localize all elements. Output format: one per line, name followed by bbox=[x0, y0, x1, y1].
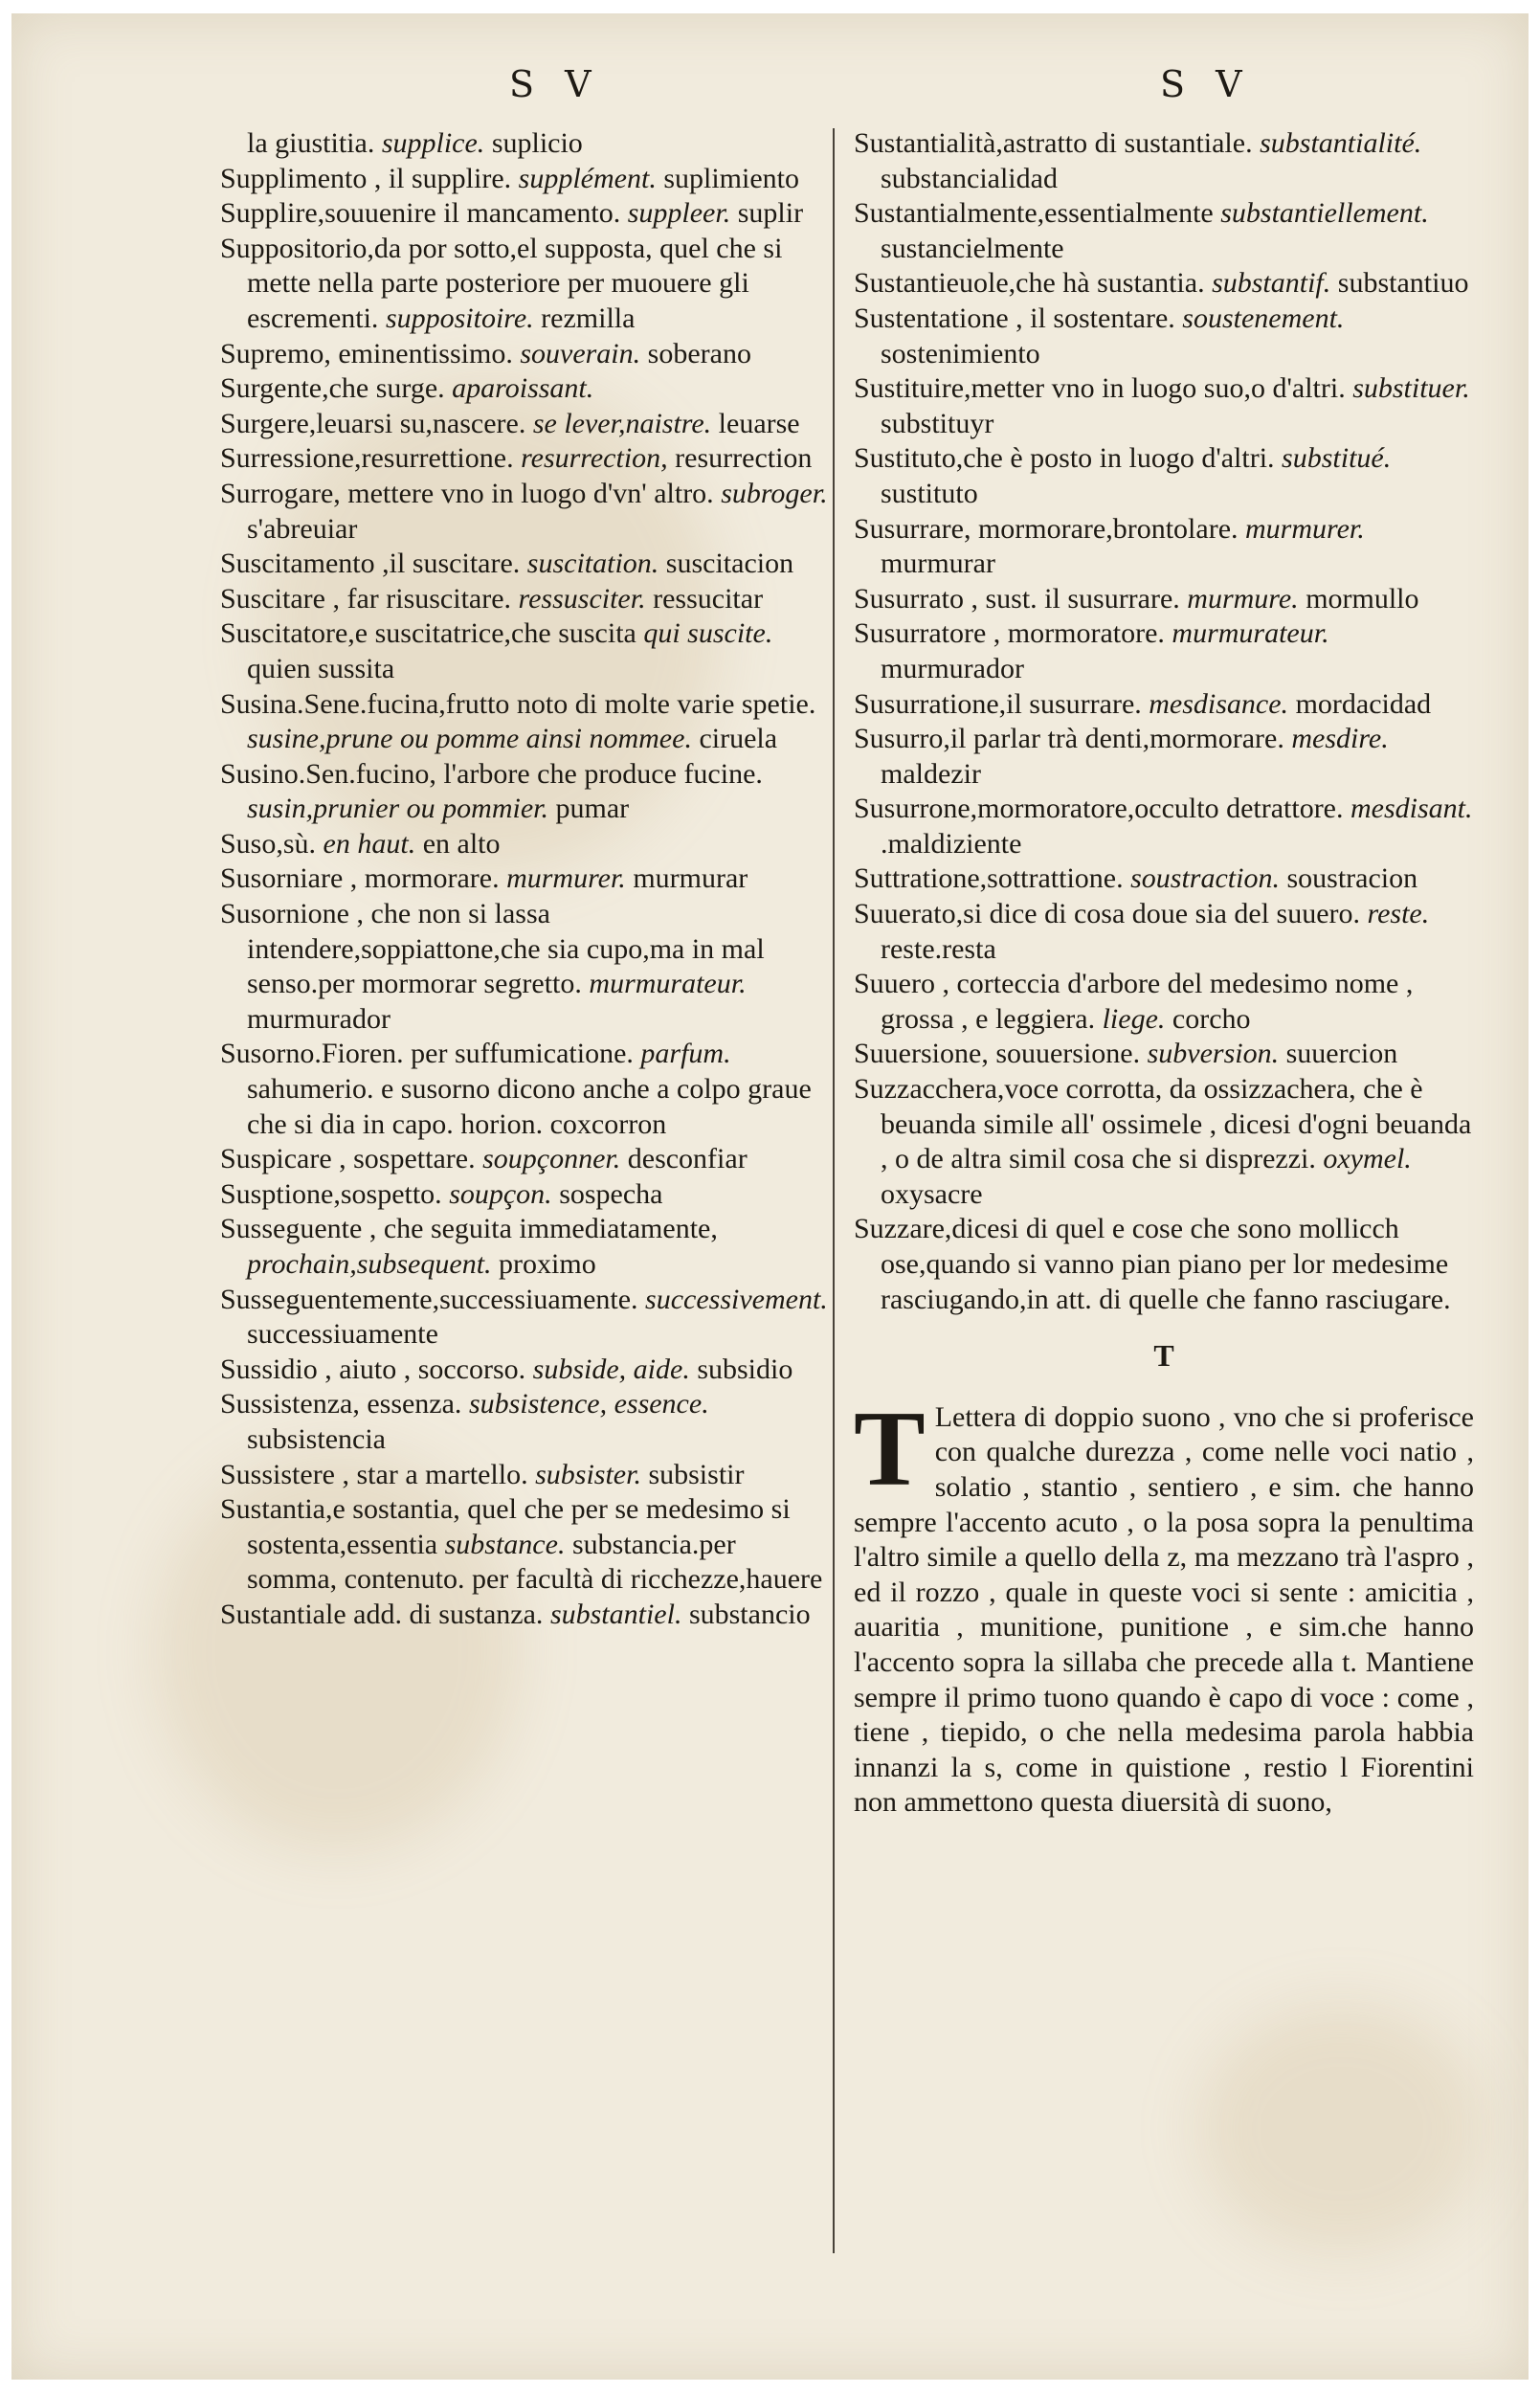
entry-italian: Susptione,sospetto. bbox=[220, 1177, 442, 1210]
entry-spanish: sostenimiento bbox=[881, 337, 1040, 369]
page bbox=[11, 13, 1529, 2380]
entry-italian: Susseguente , che seguita immediatamente, bbox=[220, 1213, 718, 1245]
entry-spanish: oxysacre bbox=[881, 1177, 983, 1210]
entry-french: substantialité. bbox=[1260, 127, 1422, 159]
entry-italian: Susurratione,il susurrare. bbox=[854, 687, 1142, 720]
entry-french: se lever,naistre. bbox=[532, 407, 712, 439]
entry-french: soupçon. bbox=[449, 1177, 552, 1210]
entry-spanish: maldezir bbox=[881, 757, 981, 790]
dictionary-entry bbox=[220, 162, 833, 197]
entry-french: parfum. bbox=[640, 1038, 731, 1070]
entry-french: supplice. bbox=[381, 127, 485, 159]
dictionary-entry bbox=[220, 337, 833, 372]
entry-italian: Susorniare , mormorare. bbox=[220, 862, 500, 895]
entry-french: mesdire. bbox=[1291, 723, 1389, 755]
entry-italian: Sustantialità,astratto di sustantiale. bbox=[854, 127, 1253, 159]
entry-italian: Sustantieuole,che hà sustantia. bbox=[854, 267, 1205, 300]
entry-french: murmurer. bbox=[1245, 512, 1365, 545]
entry-french: en haut. bbox=[323, 827, 416, 860]
entry-french: substitué. bbox=[1282, 442, 1392, 475]
entry-spanish: subsistencia bbox=[247, 1422, 386, 1455]
entry-spanish: ciruela bbox=[699, 723, 778, 755]
entry-italian: Sussidio , aiuto , soccorso. bbox=[220, 1353, 526, 1385]
entry-italian: Susurrato , sust. il susurrare. bbox=[854, 582, 1180, 615]
dictionary-entry bbox=[854, 266, 1474, 302]
entry-italian: Susurratore , mormoratore. bbox=[854, 617, 1165, 650]
dictionary-entry bbox=[854, 792, 1474, 861]
dictionary-entry bbox=[854, 722, 1474, 792]
dictionary-entry bbox=[220, 616, 833, 686]
dictionary-entry bbox=[220, 407, 833, 442]
entry-spanish: murmurar bbox=[633, 862, 748, 895]
entry-spanish: murmurador bbox=[247, 1002, 391, 1035]
entry-spanish: pumar bbox=[555, 793, 630, 825]
dictionary-entry bbox=[220, 232, 833, 337]
dictionary-entry bbox=[854, 371, 1474, 441]
running-head-right: S V bbox=[1160, 63, 1252, 105]
dictionary-entry bbox=[854, 441, 1474, 511]
entry-italian: Sustituire,metter vno in luogo suo,o d'altri. bbox=[854, 372, 1346, 405]
column-rule bbox=[833, 128, 835, 2253]
paper-stain bbox=[1198, 2004, 1485, 2253]
left-column bbox=[220, 126, 833, 1633]
entry-italian: Suso,sù. bbox=[220, 827, 317, 860]
entry-italian: Suscitamento ,il suscitare. bbox=[220, 548, 521, 580]
entry-spanish: suplicio bbox=[491, 127, 583, 159]
dictionary-entry bbox=[220, 687, 833, 757]
entry-spanish: reste.resta bbox=[881, 932, 996, 965]
letter-intro bbox=[854, 1389, 1474, 1821]
entry-spanish: substantiuo bbox=[1337, 267, 1469, 300]
entry-italian: Supplire,souuenire il mancamento. bbox=[220, 197, 621, 230]
dictionary-entry bbox=[854, 897, 1474, 967]
entry-italian: Surgente,che surge. bbox=[220, 372, 445, 405]
entry-italian: Sussistere , star a martello. bbox=[220, 1458, 528, 1490]
entry-french: murmure. bbox=[1187, 582, 1299, 615]
entry-spanish: substancia.per somma, contenuto. per facultà di ricchezze,hauere bbox=[247, 1528, 823, 1596]
entry-italian: Suzzare,dicesi di quel e cose che sono mollicch ose,quando si vanno pian piano per lor medesime rasciugando,in att. di quelle che fanno rasciugare. bbox=[854, 1213, 1451, 1315]
dictionary-entry bbox=[220, 441, 833, 477]
entry-spanish: suuercion bbox=[1285, 1038, 1398, 1070]
dictionary-entry bbox=[220, 126, 833, 162]
entry-french: soustenement. bbox=[1182, 302, 1345, 334]
entry-french: mesdisant. bbox=[1350, 793, 1473, 825]
dictionary-entry bbox=[854, 582, 1474, 617]
dictionary-entry bbox=[854, 861, 1474, 897]
dictionary-entry bbox=[220, 1492, 833, 1598]
dictionary-entry bbox=[854, 1072, 1474, 1212]
dictionary-entry bbox=[220, 1283, 833, 1353]
entry-french: subroger. bbox=[721, 477, 828, 509]
dictionary-entry bbox=[854, 196, 1474, 266]
entry-italian: Supplimento , il supplire. bbox=[220, 162, 512, 194]
entry-french: mesdisance. bbox=[1149, 687, 1289, 720]
entry-spanish: mormullo bbox=[1306, 582, 1419, 615]
entry-italian: Susina.Sene.fucina,frutto noto di molte varie spetie. bbox=[220, 687, 816, 720]
entry-italian: Susorno.Fioren. per suffumicatione. bbox=[220, 1038, 634, 1070]
entry-french: murmurateur. bbox=[589, 968, 747, 1000]
entry-italian: Surrogare, mettere vno in luogo d'vn' altro. bbox=[220, 477, 714, 509]
entry-french: murmurer. bbox=[506, 862, 626, 895]
entry-italian: Sustantiale add. di sustanza. bbox=[220, 1598, 544, 1630]
entry-spanish: ressucitar bbox=[653, 582, 764, 615]
dictionary-entry bbox=[854, 1037, 1474, 1072]
entry-french: suppleer. bbox=[627, 197, 731, 230]
entry-spanish: subsistir bbox=[648, 1458, 745, 1490]
entry-french: substance. bbox=[444, 1528, 566, 1560]
entry-french: souverain. bbox=[520, 337, 641, 369]
dictionary-entry bbox=[220, 1598, 833, 1633]
dictionary-entry bbox=[220, 1037, 833, 1142]
entry-french: successivement. bbox=[645, 1283, 828, 1315]
entry-spanish: murmurador bbox=[881, 652, 1024, 684]
entry-italian: Susino.Sen.fucino, l'arbore che produce fucine. bbox=[220, 757, 763, 790]
entry-french: oxymel. bbox=[1323, 1143, 1412, 1175]
entry-french: susine,prune ou pomme ainsi nommee. bbox=[247, 723, 692, 755]
entry-french: suscitation. bbox=[526, 548, 659, 580]
entry-french: liege. bbox=[1102, 1002, 1166, 1035]
dictionary-entry bbox=[220, 1142, 833, 1177]
entry-spanish: suplimiento bbox=[663, 162, 799, 194]
entry-french: soupçonner. bbox=[482, 1143, 621, 1175]
entry-french: substituer. bbox=[1352, 372, 1470, 405]
entry-italian: Sustentatione , il sostentare. bbox=[854, 302, 1175, 334]
entry-spanish: .maldiziente bbox=[881, 827, 1022, 860]
entry-italian: Supremo, eminentissimo. bbox=[220, 337, 513, 369]
entry-italian: la giustitia. bbox=[247, 127, 375, 159]
entry-italian: Sussistenza, essenza. bbox=[220, 1388, 462, 1420]
entry-italian: Suspicare , sospettare. bbox=[220, 1143, 476, 1175]
entry-french: subsistence, essence. bbox=[468, 1388, 709, 1420]
dictionary-entry bbox=[220, 1353, 833, 1388]
dictionary-entry bbox=[220, 1212, 833, 1282]
entry-italian: Surressione,resurrettione. bbox=[220, 442, 514, 475]
entry-french: murmurateur. bbox=[1172, 617, 1329, 650]
entry-spanish: proximo bbox=[499, 1248, 596, 1280]
running-head-left: S V bbox=[509, 63, 601, 105]
dictionary-entry bbox=[220, 1387, 833, 1457]
dictionary-entry bbox=[854, 1212, 1474, 1317]
entry-italian: Sustituto,che è posto in luogo d'altri. bbox=[854, 442, 1275, 475]
entry-spanish: resurrection bbox=[675, 442, 813, 475]
entry-french: supplément. bbox=[518, 162, 657, 194]
dictionary-entry bbox=[854, 687, 1474, 723]
entry-spanish: sustancielmente bbox=[881, 232, 1064, 264]
entry-spanish: corcho bbox=[1172, 1002, 1251, 1035]
drop-cap: T bbox=[854, 1389, 926, 1509]
entry-french: qui suscite. bbox=[643, 617, 773, 650]
dictionary-entry bbox=[220, 477, 833, 547]
entry-french: subsister. bbox=[535, 1458, 641, 1490]
entry-italian: Suuero , corteccia d'arbore del medesimo nome , grossa , e leggiera. bbox=[854, 968, 1414, 1035]
entry-french: soustraction. bbox=[1130, 862, 1280, 895]
entry-french: subversion. bbox=[1147, 1038, 1280, 1070]
entry-italian: Susurrone,mormoratore,occulto detrattore. bbox=[854, 793, 1344, 825]
entry-italian: Susurrare, mormorare,brontolare. bbox=[854, 512, 1239, 545]
dictionary-entry bbox=[220, 897, 833, 1037]
entry-italian: Suuersione, souuersione. bbox=[854, 1038, 1141, 1070]
right-entries bbox=[854, 126, 1474, 1317]
entry-french: prochain,subsequent. bbox=[247, 1248, 492, 1280]
entry-spanish: murmurar bbox=[881, 548, 995, 580]
dictionary-entry bbox=[220, 547, 833, 582]
entry-italian: Sustantia,e sostantia, quel che per se medesimo si sostenta,essentia bbox=[220, 1493, 791, 1560]
dictionary-entry bbox=[854, 512, 1474, 582]
entry-italian: Suscitare , far risuscitare. bbox=[220, 582, 512, 615]
entry-spanish: soberano bbox=[647, 337, 751, 369]
entry-spanish: suplir bbox=[737, 197, 804, 230]
entry-spanish: substituyr bbox=[881, 407, 994, 439]
dictionary-entry bbox=[220, 827, 833, 862]
entry-french: suppositoire. bbox=[385, 302, 534, 334]
dictionary-entry bbox=[220, 582, 833, 617]
entry-spanish: en alto bbox=[422, 827, 501, 860]
entry-spanish: suscitacion bbox=[665, 548, 794, 580]
entry-spanish: substancio bbox=[688, 1598, 811, 1630]
entry-spanish: desconfiar bbox=[627, 1143, 748, 1175]
entry-spanish: substancialidad bbox=[881, 162, 1058, 194]
dictionary-entry bbox=[220, 861, 833, 897]
entry-italian: Susornione , che non si lassa intendere,soppiattone,che sia cupo,ma in mal senso.per mormorar segretto. bbox=[220, 898, 765, 1000]
dictionary-entry bbox=[220, 1177, 833, 1213]
entry-spanish: sustituto bbox=[881, 477, 978, 509]
entry-spanish: quien sussita bbox=[247, 652, 395, 684]
entry-italian: Suppositorio,da por sotto,el supposta, quel che si mette nella parte posteriore per muouere gli escrementi. bbox=[220, 232, 783, 334]
entry-french: susin,prunier ou pommier. bbox=[247, 793, 549, 825]
entry-italian: Suuerato,si dice di cosa doue sia del suuero. bbox=[854, 898, 1361, 930]
entry-french: substantiel. bbox=[549, 1598, 682, 1630]
dictionary-entry bbox=[854, 967, 1474, 1037]
entry-french: substantiellement. bbox=[1220, 197, 1429, 230]
entry-italian: Suscitatore,e suscitatrice,che suscita bbox=[220, 617, 636, 650]
entry-spanish: soustracion bbox=[1286, 862, 1418, 895]
section-letter: T bbox=[1153, 1338, 1174, 1374]
entry-italian: Suttratione,sottrattione. bbox=[854, 862, 1124, 895]
entry-french: aparoissant. bbox=[452, 372, 594, 405]
entry-spanish: successiuamente bbox=[247, 1318, 438, 1351]
entry-spanish: sahumerio. e susorno dicono anche a colpo graue che si dia in capo. horion. coxcorron bbox=[247, 1073, 812, 1140]
right-column bbox=[854, 126, 1474, 1821]
intro-text: Lettera di doppio suono , vno che si proferisce con qualche durezza , come nelle voci natio , solatio , stantio , sentiero , e sim. che hanno sempre l'accento acuto , o la posa sopra la penultima l'altro simile a quello della z, ma mezzano trà l'aspro , ed il rozzo , quale in queste voci si sente : amicitia , auaritia , munitione, punitione , e sim.che hanno l'accento sopra la sillaba che precede alla t. Mantiene sempre il primo tuono quando è capo di voce : come , tiene , tiepido, o che nella medesima parola habbia innanzi la s, come in quistione , restio l Fiorentini non ammettono questa diuersità di suono, bbox=[854, 1400, 1474, 1819]
entry-italian: Susseguentemente,successiuamente. bbox=[220, 1283, 638, 1315]
entry-french: reste. bbox=[1367, 898, 1430, 930]
entry-italian: Surgere,leuarsi su,nascere. bbox=[220, 407, 526, 439]
dictionary-entry bbox=[854, 126, 1474, 196]
entry-french: ressusciter. bbox=[518, 582, 646, 615]
dictionary-entry bbox=[854, 616, 1474, 686]
dictionary-entry bbox=[220, 757, 833, 827]
entry-spanish: s'abreuiar bbox=[247, 512, 358, 545]
dictionary-entry bbox=[220, 371, 833, 407]
dictionary-entry bbox=[220, 196, 833, 232]
entry-spanish: rezmilla bbox=[541, 302, 636, 334]
dictionary-entry bbox=[854, 302, 1474, 371]
entry-italian: Sustantialmente,essentialmente bbox=[854, 197, 1214, 230]
entry-italian: Suzzacchera,voce corrotta, da ossizzachera, che è beuanda simile all' ossimele , dicesi d'ogni beuanda , o de altra simil cosa che si disprezzi. bbox=[854, 1073, 1472, 1175]
entry-french: resurrection, bbox=[521, 442, 668, 475]
entry-french: subside, aide. bbox=[532, 1353, 690, 1385]
entry-italian: Susurro,il parlar trà denti,mormorare. bbox=[854, 723, 1284, 755]
dictionary-entry bbox=[220, 1458, 833, 1493]
entry-french: substantif. bbox=[1212, 267, 1331, 300]
entry-spanish: mordacidad bbox=[1295, 687, 1432, 720]
entry-spanish: sospecha bbox=[559, 1177, 663, 1210]
entry-spanish: leuarse bbox=[718, 407, 800, 439]
entry-spanish: subsidio bbox=[697, 1353, 793, 1385]
